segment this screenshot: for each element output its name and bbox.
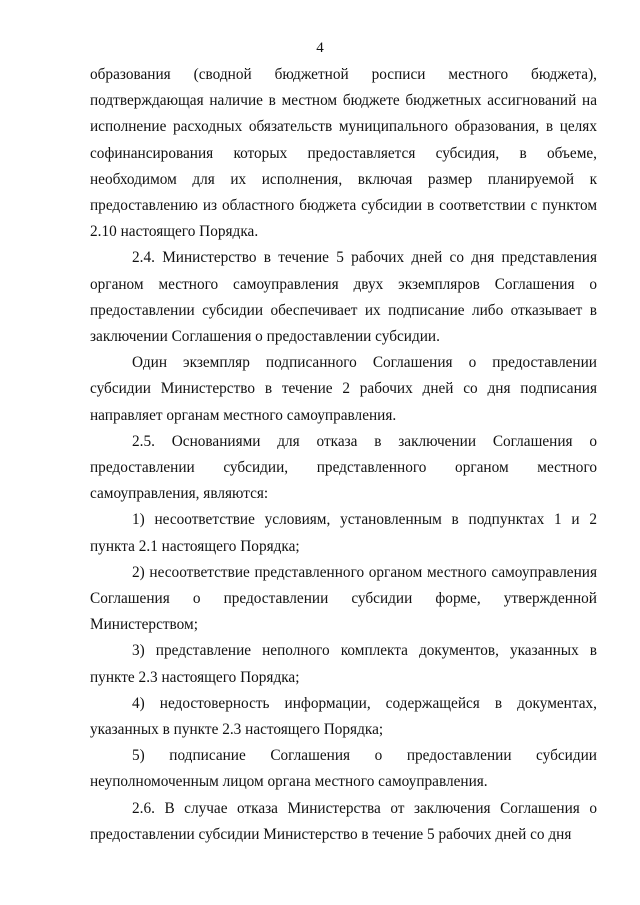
list-item-3: 3) представление неполного комплекта документов, указанных в пункте 2.3 настоящего Порядка; bbox=[90, 642, 597, 686]
paragraph-agreement-copy: Один экземпляр подписанного Соглашения о предоставлении субсидии Министерство в течение 2 рабочих дней со дня подписания направляет органам местного самоуправления. bbox=[90, 354, 597, 424]
list-item-2: 2) несоответствие представленного органом местного самоуправления Соглашения о предоставлении субсидии форме, утвержденной Министерством; bbox=[90, 563, 597, 634]
list-item-1: 1) несоответствие условиям, установленным в подпунктах 1 и 2 пункта 2.1 настоящего Порядка; bbox=[90, 511, 597, 555]
list-item-5: 5) подписание Соглашения о предоставлении субсидии неуполномоченным лицом органа местного самоуправления. bbox=[90, 747, 597, 791]
paragraph-2-5: 2.5. Основаниями для отказа в заключении Соглашения о предоставлении субсидии, представленного органом местного самоуправления, являются: bbox=[90, 432, 597, 503]
paragraph-2-4: 2.4. Министерство в течение 5 рабочих дней со дня представления органом местного самоуправления двух экземпляров Соглашения о предоставлении субсидии обеспечивает их подписание либо отказывает в заключении Соглашения о предоставлении субсидии. bbox=[90, 249, 597, 346]
paragraph-2-6: 2.6. В случае отказа Министерства от заключения Соглашения о предоставлении субсидии Министерство в течение 5 рабочих дней со дня bbox=[90, 799, 597, 843]
list-item-4: 4) недостоверность информации, содержащейся в документах, указанных в пункте 2.3 настоящего Порядка; bbox=[90, 694, 597, 739]
paragraph-budget-confirmation: образования (сводной бюджетной росписи местного бюджета), подтверждающая наличие в местном бюджете бюджетных ассигнований на исполнение расходных обязательств муниципального образования, в целях софинансирования которых предоставляется субсидия, в объеме, необходимом для их исполнения, включая размер планируемой к предоставлению из областного бюджета субсидии в соответствии с пунктом 2.10 настоящего Порядка. bbox=[90, 66, 597, 241]
document-body bbox=[90, 62, 597, 848]
page-number: 4 bbox=[316, 40, 324, 56]
